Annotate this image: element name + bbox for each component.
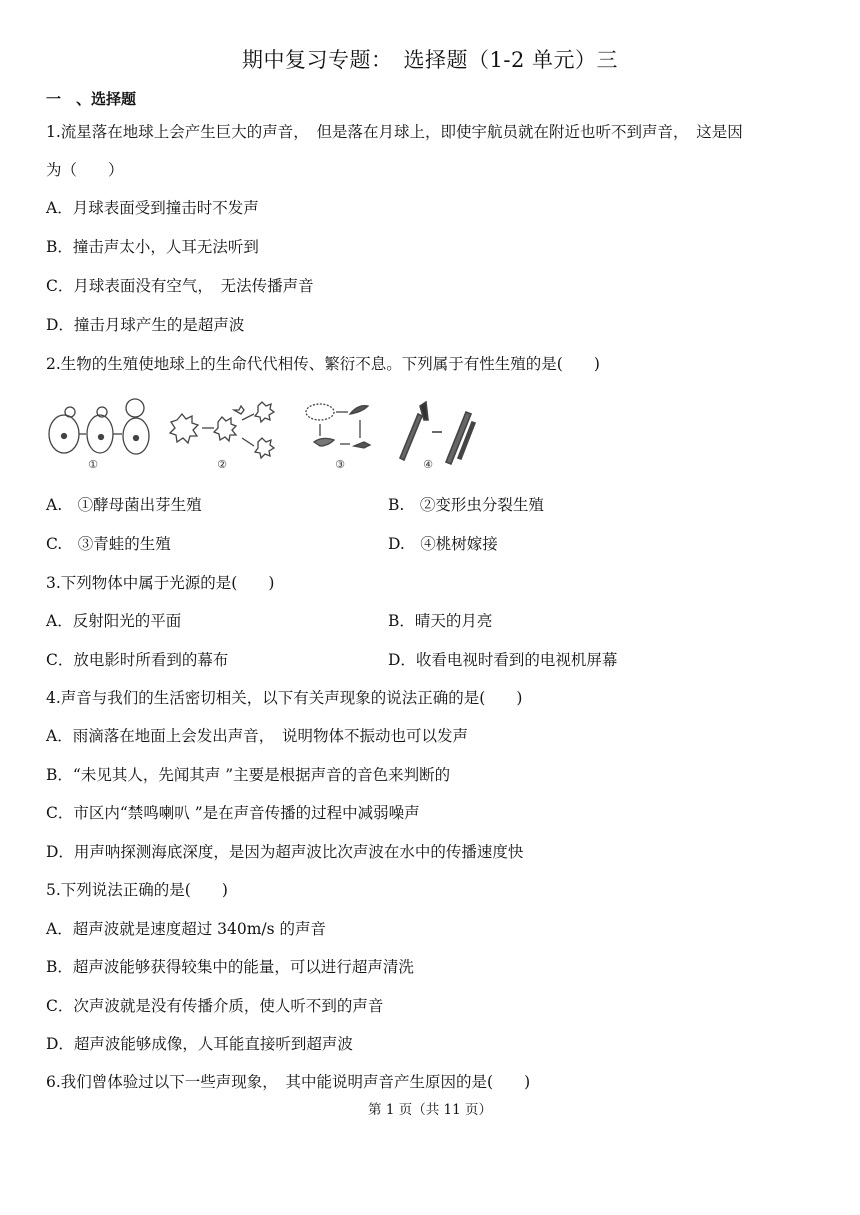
q3-option-a: A．反射阳光的平面: [46, 612, 182, 630]
q3-option-b: B．晴天的月亮: [388, 612, 493, 630]
q5-option-a: A．超声波就是速度超过 340m/s 的声音: [46, 920, 327, 938]
q5-stem: 5.下列说法正确的是( ): [46, 881, 228, 899]
q4-option-a: A．雨滴落在地面上会发出声音， 说明物体不振动也可以发声: [46, 727, 468, 745]
q3-option-d: D．收看电视时看到的电视机屏幕: [388, 651, 618, 669]
amoeba-division-figure: [170, 402, 274, 458]
q4-option-b: B．“未见其人，先闻其声 ”主要是根据声音的音色来判断的: [46, 766, 451, 784]
section-heading: 一 、选择题: [46, 90, 137, 108]
q5-option-b: B．超声波能够获得较集中的能量，可以进行超声清洗: [46, 958, 414, 976]
page-title: 期中复习专题： 选择题（1-2 单元）三: [242, 48, 618, 72]
grafting-figure: [400, 402, 475, 464]
q2-option-c: C. ③青蛙的生殖: [46, 535, 171, 553]
yeast-budding-figure: [49, 399, 149, 454]
q4-stem: 4.声音与我们的生活密切相关，以下有关声现象的说法正确的是( ): [46, 689, 523, 707]
q1-option-c: C．月球表面没有空气， 无法传播声音: [46, 277, 314, 295]
q2-option-d: D. ④桃树嫁接: [388, 535, 498, 553]
q3-option-c: C．放电影时所看到的幕布: [46, 651, 229, 669]
q1-option-b: B．撞击声太小，人耳无法听到: [46, 238, 259, 256]
q5-option-c: C．次声波就是没有传播介质，使人听不到的声音: [46, 997, 384, 1015]
figure-label-1: ①: [88, 458, 98, 471]
q3-stem: 3.下列物体中属于光源的是( ): [46, 574, 275, 592]
frog-lifecycle-figure: [306, 404, 370, 448]
q5-option-d: D．超声波能够成像，人耳能直接听到超声波: [46, 1035, 353, 1053]
q1-option-d: D．撞击月球产生的是超声波: [46, 316, 245, 334]
reproduction-figures: [44, 398, 494, 472]
figure-label-2: ②: [217, 458, 227, 471]
figure-label-3: ③: [335, 458, 345, 471]
q1-stem-line2: 为（ ）: [46, 161, 124, 179]
q1-option-a: A．月球表面受到撞击时不发声: [46, 199, 259, 217]
q6-stem: 6.我们曾体验过以下一些声现象， 其中能说明声音产生原因的是( ): [46, 1073, 531, 1091]
q1-stem-line1: 1.流星落在地球上会产生巨大的声音， 但是落在月球上，即使宇航员就在附近也听不到声音， 这是因: [46, 123, 743, 141]
q2-option-a: A. ①酵母菌出芽生殖: [46, 496, 202, 514]
figure-label-4: ④: [423, 458, 433, 471]
q4-option-d: D．用声呐探测海底深度，是因为超声波比次声波在水中的传播速度快: [46, 843, 524, 861]
q4-option-c: C．市区内“禁鸣喇叭 ”是在声音传播的过程中减弱噪声: [46, 804, 420, 822]
q2-option-b: B. ②变形虫分裂生殖: [388, 496, 544, 514]
q2-stem: 2.生物的生殖使地球上的生命代代相传、繁衍不息。下列属于有性生殖的是( ): [46, 355, 600, 373]
page-footer: 第 1 页（共 11 页）: [368, 1102, 492, 1118]
